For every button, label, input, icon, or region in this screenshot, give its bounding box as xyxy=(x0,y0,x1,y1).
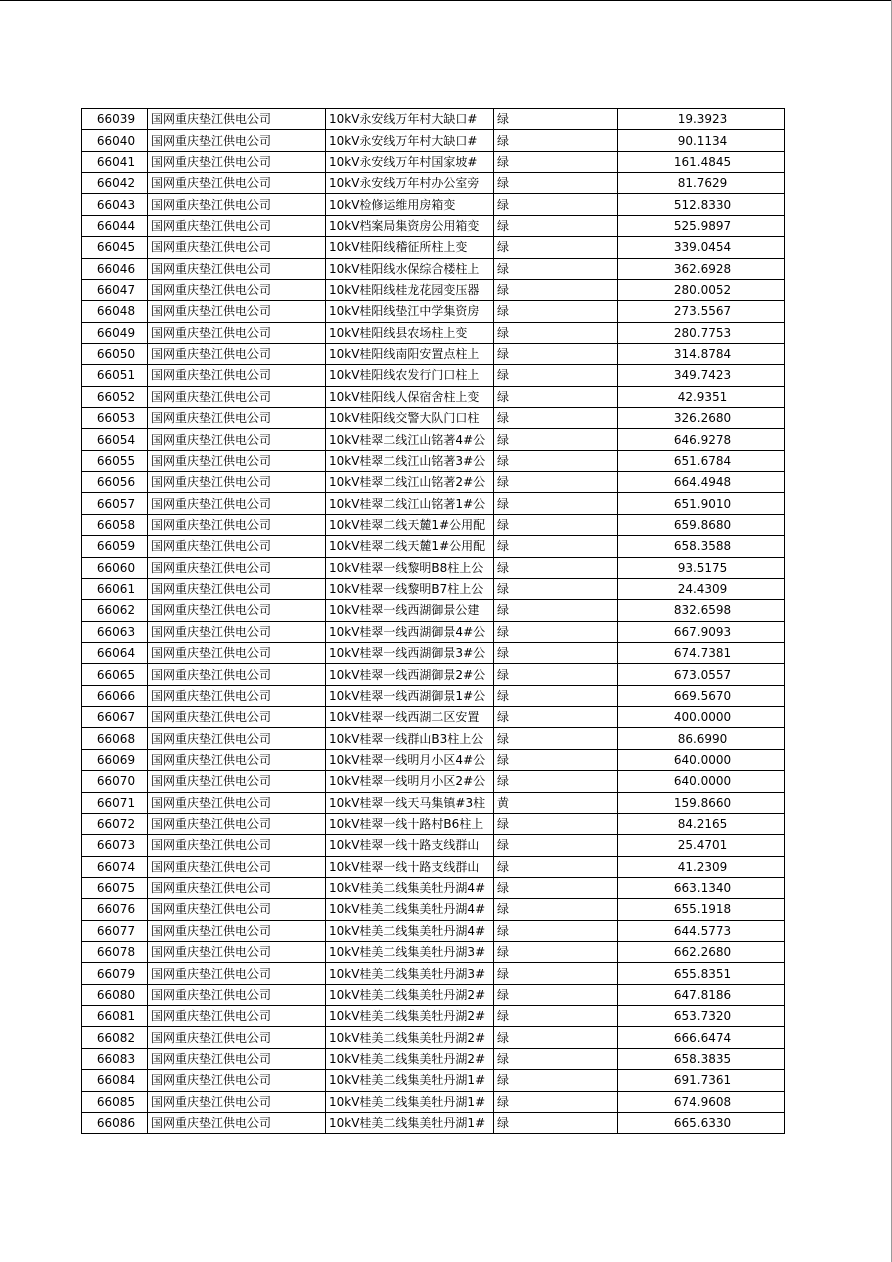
row-id-cell: 66063 xyxy=(82,621,148,642)
row-id-cell: 66051 xyxy=(82,365,148,386)
table-row xyxy=(82,194,785,215)
row-id-cell: 66073 xyxy=(82,835,148,856)
equipment-name-cell: 10kV桂美二线集美牡丹湖2# xyxy=(326,1027,494,1048)
equipment-name-cell: 10kV桂阳线人保宿舍柱上变 xyxy=(326,386,494,407)
company-cell: 国网重庆垫江供电公司 xyxy=(148,578,326,599)
equipment-name-cell: 10kV桂翠一线黎明B7柱上公 xyxy=(326,578,494,599)
company-cell: 国网重庆垫江供电公司 xyxy=(148,621,326,642)
row-id-cell: 66060 xyxy=(82,557,148,578)
status-cell: 绿 xyxy=(494,279,618,300)
table-row xyxy=(82,877,785,898)
equipment-name-cell: 10kV桂翠一线十路支线群山 xyxy=(326,835,494,856)
row-id-cell: 66053 xyxy=(82,408,148,429)
value-cell: 362.6928 xyxy=(618,258,785,279)
status-cell: 绿 xyxy=(494,322,618,343)
row-id-cell: 66079 xyxy=(82,963,148,984)
equipment-name-cell: 10kV桂美二线集美牡丹湖2# xyxy=(326,1006,494,1027)
status-cell: 绿 xyxy=(494,173,618,194)
table-row xyxy=(82,151,785,172)
table-row xyxy=(82,899,785,920)
status-cell: 绿 xyxy=(494,877,618,898)
status-cell: 绿 xyxy=(494,664,618,685)
status-cell: 绿 xyxy=(494,450,618,471)
company-cell: 国网重庆垫江供电公司 xyxy=(148,600,326,621)
company-cell: 国网重庆垫江供电公司 xyxy=(148,1112,326,1133)
value-cell: 663.1340 xyxy=(618,877,785,898)
row-id-cell: 66071 xyxy=(82,792,148,813)
table-row xyxy=(82,792,785,813)
equipment-name-cell: 10kV桂翠一线群山B3柱上公 xyxy=(326,728,494,749)
equipment-name-cell: 10kV桂翠二线江山铭著1#公 xyxy=(326,493,494,514)
equipment-name-cell: 10kV桂翠一线明月小区4#公 xyxy=(326,749,494,770)
value-cell: 666.6474 xyxy=(618,1027,785,1048)
company-cell: 国网重庆垫江供电公司 xyxy=(148,472,326,493)
company-cell: 国网重庆垫江供电公司 xyxy=(148,493,326,514)
company-cell: 国网重庆垫江供电公司 xyxy=(148,856,326,877)
equipment-name-cell: 10kV桂美二线集美牡丹湖2# xyxy=(326,984,494,1005)
table-row xyxy=(82,920,785,941)
value-cell: 273.5567 xyxy=(618,301,785,322)
table-row xyxy=(82,109,785,130)
status-cell: 绿 xyxy=(494,365,618,386)
table-row xyxy=(82,1006,785,1027)
table-row xyxy=(82,408,785,429)
row-id-cell: 66044 xyxy=(82,215,148,236)
page-top-border xyxy=(0,0,892,2)
value-cell: 339.0454 xyxy=(618,237,785,258)
company-cell: 国网重庆垫江供电公司 xyxy=(148,130,326,151)
status-cell: 绿 xyxy=(494,578,618,599)
value-cell: 25.4701 xyxy=(618,835,785,856)
row-id-cell: 66055 xyxy=(82,450,148,471)
status-cell: 绿 xyxy=(494,408,618,429)
value-cell: 81.7629 xyxy=(618,173,785,194)
row-id-cell: 66045 xyxy=(82,237,148,258)
row-id-cell: 66052 xyxy=(82,386,148,407)
equipment-name-cell: 10kV桂翠一线西湖御景1#公 xyxy=(326,685,494,706)
table-row xyxy=(82,707,785,728)
status-cell: 绿 xyxy=(494,109,618,130)
status-cell: 绿 xyxy=(494,728,618,749)
equipment-name-cell: 10kV桂翠一线十路村B6柱上 xyxy=(326,813,494,834)
status-cell: 绿 xyxy=(494,472,618,493)
company-cell: 国网重庆垫江供电公司 xyxy=(148,707,326,728)
status-cell: 绿 xyxy=(494,151,618,172)
equipment-name-cell: 10kV桂翠二线江山铭著3#公 xyxy=(326,450,494,471)
status-cell: 绿 xyxy=(494,1027,618,1048)
value-cell: 651.9010 xyxy=(618,493,785,514)
row-id-cell: 66041 xyxy=(82,151,148,172)
company-cell: 国网重庆垫江供电公司 xyxy=(148,557,326,578)
company-cell: 国网重庆垫江供电公司 xyxy=(148,685,326,706)
value-cell: 655.8351 xyxy=(618,963,785,984)
status-cell: 绿 xyxy=(494,1091,618,1112)
value-cell: 664.4948 xyxy=(618,472,785,493)
company-cell: 国网重庆垫江供电公司 xyxy=(148,877,326,898)
equipment-name-cell: 10kV桂翠一线西湖御景公建 xyxy=(326,600,494,621)
row-id-cell: 66064 xyxy=(82,642,148,663)
value-cell: 314.8784 xyxy=(618,343,785,364)
status-cell: 绿 xyxy=(494,536,618,557)
company-cell: 国网重庆垫江供电公司 xyxy=(148,258,326,279)
equipment-name-cell: 10kV桂美二线集美牡丹湖1# xyxy=(326,1070,494,1091)
table-row xyxy=(82,130,785,151)
company-cell: 国网重庆垫江供电公司 xyxy=(148,1070,326,1091)
equipment-name-cell: 10kV桂美二线集美牡丹湖4# xyxy=(326,920,494,941)
company-cell: 国网重庆垫江供电公司 xyxy=(148,194,326,215)
company-cell: 国网重庆垫江供电公司 xyxy=(148,920,326,941)
company-cell: 国网重庆垫江供电公司 xyxy=(148,942,326,963)
status-cell: 绿 xyxy=(494,920,618,941)
row-id-cell: 66083 xyxy=(82,1048,148,1069)
value-cell: 646.9278 xyxy=(618,429,785,450)
row-id-cell: 66085 xyxy=(82,1091,148,1112)
equipment-name-cell: 10kV桂阳线南阳安置点柱上 xyxy=(326,343,494,364)
table-row xyxy=(82,835,785,856)
table-row xyxy=(82,856,785,877)
status-cell: 绿 xyxy=(494,685,618,706)
value-cell: 658.3588 xyxy=(618,536,785,557)
equipment-name-cell: 10kV桂翠一线西湖御景2#公 xyxy=(326,664,494,685)
value-cell: 665.6330 xyxy=(618,1112,785,1133)
status-cell: 绿 xyxy=(494,429,618,450)
company-cell: 国网重庆垫江供电公司 xyxy=(148,1006,326,1027)
value-cell: 673.0557 xyxy=(618,664,785,685)
row-id-cell: 66076 xyxy=(82,899,148,920)
value-cell: 640.0000 xyxy=(618,771,785,792)
row-id-cell: 66062 xyxy=(82,600,148,621)
company-cell: 国网重庆垫江供电公司 xyxy=(148,279,326,300)
company-cell: 国网重庆垫江供电公司 xyxy=(148,109,326,130)
table-row xyxy=(82,1070,785,1091)
value-cell: 832.6598 xyxy=(618,600,785,621)
equipment-name-cell: 10kV桂翠二线天麓1#公用配 xyxy=(326,536,494,557)
status-cell: 绿 xyxy=(494,899,618,920)
table-row xyxy=(82,749,785,770)
status-cell: 绿 xyxy=(494,386,618,407)
status-cell: 绿 xyxy=(494,749,618,770)
value-cell: 84.2165 xyxy=(618,813,785,834)
status-cell: 绿 xyxy=(494,237,618,258)
row-id-cell: 66061 xyxy=(82,578,148,599)
company-cell: 国网重庆垫江供电公司 xyxy=(148,792,326,813)
value-cell: 161.4845 xyxy=(618,151,785,172)
table-row xyxy=(82,664,785,685)
table-row xyxy=(82,173,785,194)
row-id-cell: 66046 xyxy=(82,258,148,279)
equipment-name-cell: 10kV桂翠二线江山铭著4#公 xyxy=(326,429,494,450)
table-row xyxy=(82,322,785,343)
table-body xyxy=(82,109,785,1134)
row-id-cell: 66043 xyxy=(82,194,148,215)
row-id-cell: 66077 xyxy=(82,920,148,941)
table-row xyxy=(82,493,785,514)
table-row xyxy=(82,1112,785,1133)
table-row xyxy=(82,557,785,578)
row-id-cell: 66069 xyxy=(82,749,148,770)
value-cell: 512.8330 xyxy=(618,194,785,215)
status-cell: 绿 xyxy=(494,813,618,834)
status-cell: 绿 xyxy=(494,621,618,642)
value-cell: 90.1134 xyxy=(618,130,785,151)
value-cell: 669.5670 xyxy=(618,685,785,706)
status-cell: 绿 xyxy=(494,707,618,728)
value-cell: 280.0052 xyxy=(618,279,785,300)
company-cell: 国网重庆垫江供电公司 xyxy=(148,365,326,386)
table-row xyxy=(82,514,785,535)
table-row xyxy=(82,984,785,1005)
equipment-name-cell: 10kV桂美二线集美牡丹湖4# xyxy=(326,877,494,898)
table-row xyxy=(82,258,785,279)
company-cell: 国网重庆垫江供电公司 xyxy=(148,237,326,258)
status-cell: 绿 xyxy=(494,258,618,279)
company-cell: 国网重庆垫江供电公司 xyxy=(148,343,326,364)
equipment-name-cell: 10kV桂阳线交警大队门口柱 xyxy=(326,408,494,429)
equipment-name-cell: 10kV桂翠一线天马集镇#3柱 xyxy=(326,792,494,813)
value-cell: 349.7423 xyxy=(618,365,785,386)
status-cell: 绿 xyxy=(494,642,618,663)
status-cell: 绿 xyxy=(494,194,618,215)
value-cell: 651.6784 xyxy=(618,450,785,471)
value-cell: 86.6990 xyxy=(618,728,785,749)
status-cell: 绿 xyxy=(494,557,618,578)
status-cell: 绿 xyxy=(494,771,618,792)
row-id-cell: 66065 xyxy=(82,664,148,685)
row-id-cell: 66042 xyxy=(82,173,148,194)
equipment-name-cell: 10kV永安线万年村大缺口# xyxy=(326,130,494,151)
row-id-cell: 66074 xyxy=(82,856,148,877)
equipment-name-cell: 10kV桂翠一线西湖二区安置 xyxy=(326,707,494,728)
table-row xyxy=(82,301,785,322)
row-id-cell: 66039 xyxy=(82,109,148,130)
table-row xyxy=(82,600,785,621)
row-id-cell: 66080 xyxy=(82,984,148,1005)
value-cell: 326.2680 xyxy=(618,408,785,429)
row-id-cell: 66057 xyxy=(82,493,148,514)
table-row xyxy=(82,642,785,663)
table-row xyxy=(82,963,785,984)
table-row xyxy=(82,728,785,749)
table-row xyxy=(82,685,785,706)
row-id-cell: 66059 xyxy=(82,536,148,557)
status-cell: 绿 xyxy=(494,835,618,856)
company-cell: 国网重庆垫江供电公司 xyxy=(148,1048,326,1069)
table-row xyxy=(82,237,785,258)
company-cell: 国网重庆垫江供电公司 xyxy=(148,728,326,749)
equipment-name-cell: 10kV桂美二线集美牡丹湖2# xyxy=(326,1048,494,1069)
equipment-name-cell: 10kV桂阳线桂龙花园变压器 xyxy=(326,279,494,300)
value-cell: 658.3835 xyxy=(618,1048,785,1069)
company-cell: 国网重庆垫江供电公司 xyxy=(148,429,326,450)
company-cell: 国网重庆垫江供电公司 xyxy=(148,813,326,834)
equipment-name-cell: 10kV桂翠一线十路支线群山 xyxy=(326,856,494,877)
row-id-cell: 66086 xyxy=(82,1112,148,1133)
value-cell: 640.0000 xyxy=(618,749,785,770)
value-cell: 655.1918 xyxy=(618,899,785,920)
row-id-cell: 66056 xyxy=(82,472,148,493)
status-cell: 绿 xyxy=(494,856,618,877)
row-id-cell: 66084 xyxy=(82,1070,148,1091)
status-cell: 黄 xyxy=(494,792,618,813)
table-row xyxy=(82,621,785,642)
table-row xyxy=(82,1027,785,1048)
value-cell: 674.9608 xyxy=(618,1091,785,1112)
value-cell: 667.9093 xyxy=(618,621,785,642)
company-cell: 国网重庆垫江供电公司 xyxy=(148,514,326,535)
company-cell: 国网重庆垫江供电公司 xyxy=(148,749,326,770)
value-cell: 19.3923 xyxy=(618,109,785,130)
table-row xyxy=(82,365,785,386)
equipment-name-cell: 10kV桂美二线集美牡丹湖3# xyxy=(326,963,494,984)
status-cell: 绿 xyxy=(494,1006,618,1027)
value-cell: 93.5175 xyxy=(618,557,785,578)
table-row xyxy=(82,472,785,493)
table-row xyxy=(82,578,785,599)
value-cell: 159.8660 xyxy=(618,792,785,813)
table-row xyxy=(82,1048,785,1069)
status-cell: 绿 xyxy=(494,514,618,535)
value-cell: 653.7320 xyxy=(618,1006,785,1027)
status-cell: 绿 xyxy=(494,600,618,621)
equipment-name-cell: 10kV档案局集资房公用箱变 xyxy=(326,215,494,236)
table-row xyxy=(82,343,785,364)
company-cell: 国网重庆垫江供电公司 xyxy=(148,215,326,236)
row-id-cell: 66054 xyxy=(82,429,148,450)
value-cell: 41.2309 xyxy=(618,856,785,877)
table-row xyxy=(82,279,785,300)
status-cell: 绿 xyxy=(494,963,618,984)
row-id-cell: 66048 xyxy=(82,301,148,322)
company-cell: 国网重庆垫江供电公司 xyxy=(148,642,326,663)
row-id-cell: 66075 xyxy=(82,877,148,898)
table-row xyxy=(82,450,785,471)
company-cell: 国网重庆垫江供电公司 xyxy=(148,450,326,471)
row-id-cell: 66049 xyxy=(82,322,148,343)
row-id-cell: 66058 xyxy=(82,514,148,535)
row-id-cell: 66082 xyxy=(82,1027,148,1048)
row-id-cell: 66081 xyxy=(82,1006,148,1027)
table-row xyxy=(82,215,785,236)
company-cell: 国网重庆垫江供电公司 xyxy=(148,664,326,685)
table-row xyxy=(82,771,785,792)
row-id-cell: 66068 xyxy=(82,728,148,749)
row-id-cell: 66047 xyxy=(82,279,148,300)
row-id-cell: 66070 xyxy=(82,771,148,792)
equipment-name-cell: 10kV桂翠二线江山铭著2#公 xyxy=(326,472,494,493)
value-cell: 24.4309 xyxy=(618,578,785,599)
table-row xyxy=(82,386,785,407)
value-cell: 644.5773 xyxy=(618,920,785,941)
equipment-name-cell: 10kV桂美二线集美牡丹湖4# xyxy=(326,899,494,920)
value-cell: 42.9351 xyxy=(618,386,785,407)
company-cell: 国网重庆垫江供电公司 xyxy=(148,835,326,856)
value-cell: 400.0000 xyxy=(618,707,785,728)
company-cell: 国网重庆垫江供电公司 xyxy=(148,984,326,1005)
company-cell: 国网重庆垫江供电公司 xyxy=(148,771,326,792)
company-cell: 国网重庆垫江供电公司 xyxy=(148,408,326,429)
company-cell: 国网重庆垫江供电公司 xyxy=(148,899,326,920)
status-cell: 绿 xyxy=(494,301,618,322)
status-cell: 绿 xyxy=(494,130,618,151)
table-row xyxy=(82,429,785,450)
equipment-name-cell: 10kV桂阳线稽征所柱上变 xyxy=(326,237,494,258)
equipment-name-cell: 10kV桂阳线农发行门口柱上 xyxy=(326,365,494,386)
equipment-name-cell: 10kV桂美二线集美牡丹湖3# xyxy=(326,942,494,963)
equipment-name-cell: 10kV桂翠一线西湖御景3#公 xyxy=(326,642,494,663)
company-cell: 国网重庆垫江供电公司 xyxy=(148,386,326,407)
equipment-name-cell: 10kV桂翠一线黎明B8柱上公 xyxy=(326,557,494,578)
status-cell: 绿 xyxy=(494,1048,618,1069)
row-id-cell: 66067 xyxy=(82,707,148,728)
table-row xyxy=(82,813,785,834)
data-table xyxy=(81,108,785,1134)
table-row xyxy=(82,536,785,557)
equipment-name-cell: 10kV桂美二线集美牡丹湖1# xyxy=(326,1112,494,1133)
row-id-cell: 66050 xyxy=(82,343,148,364)
equipment-name-cell: 10kV桂阳线县农场柱上变 xyxy=(326,322,494,343)
company-cell: 国网重庆垫江供电公司 xyxy=(148,322,326,343)
value-cell: 280.7753 xyxy=(618,322,785,343)
status-cell: 绿 xyxy=(494,942,618,963)
equipment-name-cell: 10kV桂翠一线西湖御景4#公 xyxy=(326,621,494,642)
table-row xyxy=(82,942,785,963)
company-cell: 国网重庆垫江供电公司 xyxy=(148,1027,326,1048)
equipment-name-cell: 10kV桂阳线垫江中学集资房 xyxy=(326,301,494,322)
status-cell: 绿 xyxy=(494,1112,618,1133)
row-id-cell: 66078 xyxy=(82,942,148,963)
equipment-name-cell: 10kV桂翠二线天麓1#公用配 xyxy=(326,514,494,535)
company-cell: 国网重庆垫江供电公司 xyxy=(148,536,326,557)
company-cell: 国网重庆垫江供电公司 xyxy=(148,151,326,172)
company-cell: 国网重庆垫江供电公司 xyxy=(148,1091,326,1112)
row-id-cell: 66072 xyxy=(82,813,148,834)
company-cell: 国网重庆垫江供电公司 xyxy=(148,301,326,322)
value-cell: 659.8680 xyxy=(618,514,785,535)
company-cell: 国网重庆垫江供电公司 xyxy=(148,963,326,984)
equipment-name-cell: 10kV桂翠一线明月小区2#公 xyxy=(326,771,494,792)
row-id-cell: 66066 xyxy=(82,685,148,706)
equipment-name-cell: 10kV永安线万年村办公室旁 xyxy=(326,173,494,194)
status-cell: 绿 xyxy=(494,984,618,1005)
equipment-name-cell: 10kV检修运维用房箱变 xyxy=(326,194,494,215)
equipment-name-cell: 10kV永安线万年村大缺口# xyxy=(326,109,494,130)
value-cell: 525.9897 xyxy=(618,215,785,236)
value-cell: 662.2680 xyxy=(618,942,785,963)
value-cell: 647.8186 xyxy=(618,984,785,1005)
equipment-name-cell: 10kV桂阳线水保综合楼柱上 xyxy=(326,258,494,279)
value-cell: 691.7361 xyxy=(618,1070,785,1091)
row-id-cell: 66040 xyxy=(82,130,148,151)
status-cell: 绿 xyxy=(494,493,618,514)
status-cell: 绿 xyxy=(494,343,618,364)
status-cell: 绿 xyxy=(494,1070,618,1091)
table-row xyxy=(82,1091,785,1112)
value-cell: 674.7381 xyxy=(618,642,785,663)
status-cell: 绿 xyxy=(494,215,618,236)
company-cell: 国网重庆垫江供电公司 xyxy=(148,173,326,194)
equipment-name-cell: 10kV桂美二线集美牡丹湖1# xyxy=(326,1091,494,1112)
equipment-name-cell: 10kV永安线万年村国家坡# xyxy=(326,151,494,172)
